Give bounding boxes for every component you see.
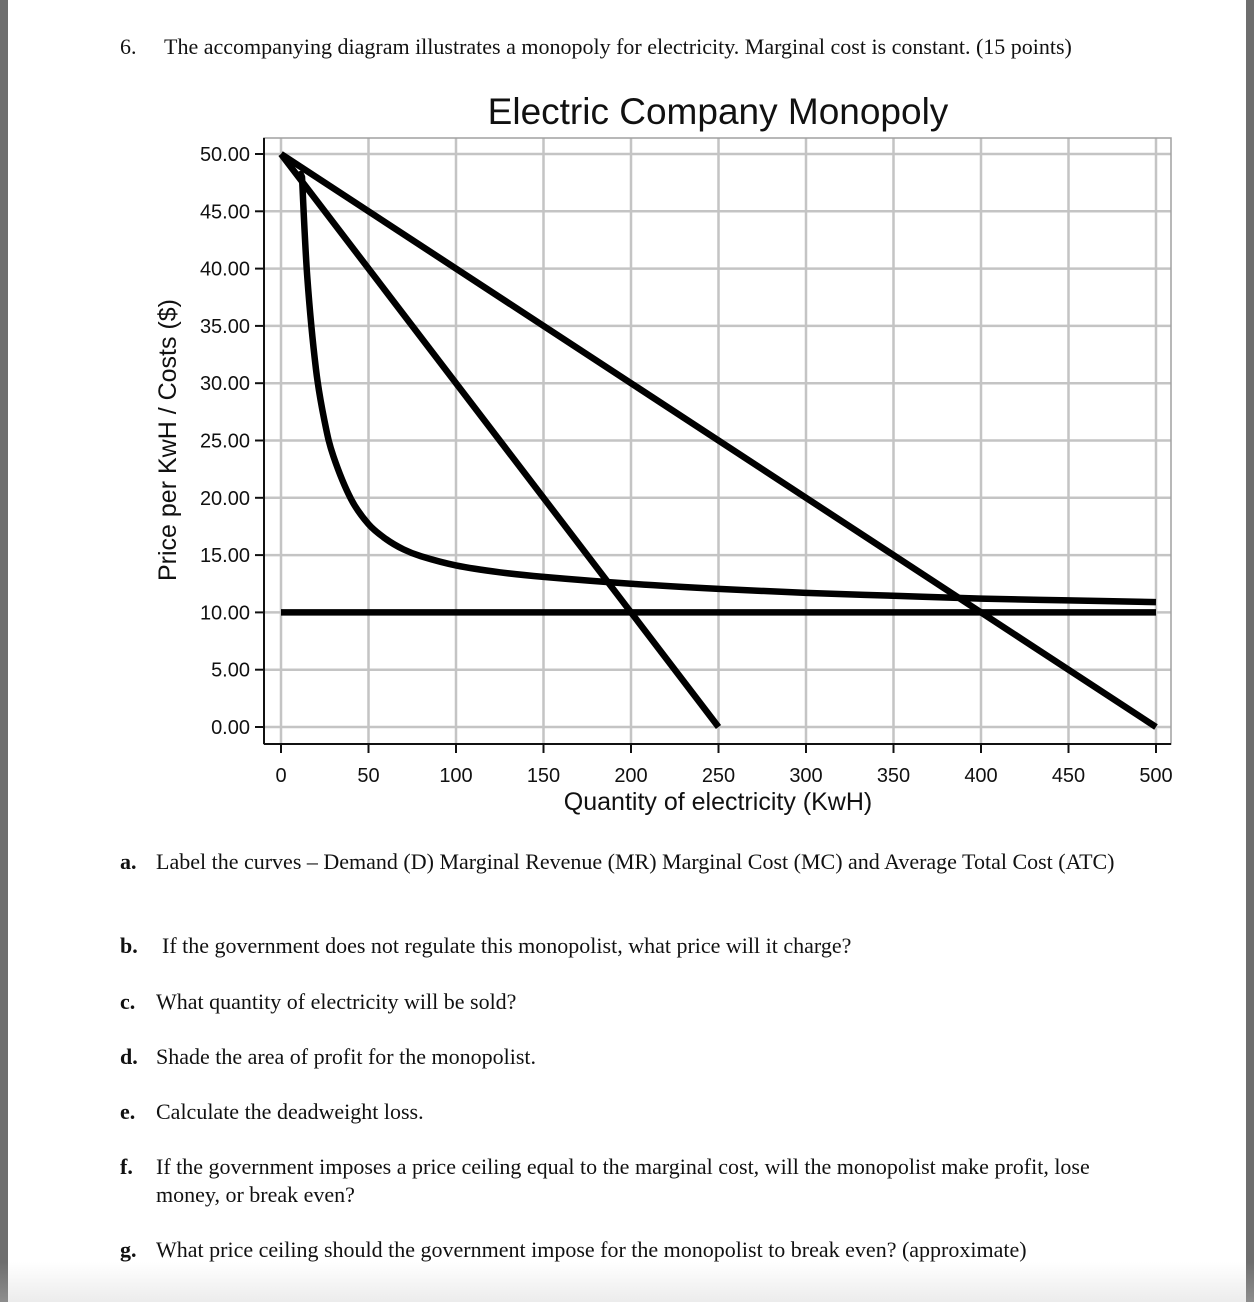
part-text: Calculate the deadweight loss.	[156, 1099, 424, 1124]
part-b	[120, 932, 1150, 960]
part-g	[120, 1236, 1150, 1264]
part-text: Shade the area of profit for the monopolist.	[156, 1044, 537, 1069]
document-page	[8, 0, 1246, 1302]
y-tick-label: 10.00	[199, 602, 250, 625]
x-tick-label: 500	[1139, 765, 1173, 787]
x-tick-label: 350	[876, 765, 911, 787]
y-tick-label: 40.00	[199, 258, 250, 281]
y-tick-label: 25.00	[199, 430, 250, 453]
x-tick-label: 450	[1051, 765, 1086, 787]
y-tick-label: 0.00	[211, 717, 250, 739]
y-tick-label: 15.00	[199, 545, 250, 568]
part-text: What quantity of electricity will be sold?	[156, 989, 517, 1014]
y-axis-label: Price per KwH / Costs ($)	[154, 298, 182, 582]
part-d	[120, 1043, 1150, 1071]
x-tick-label: 150	[526, 765, 561, 787]
y-tick-label: 5.00	[211, 659, 250, 682]
part-letter: b.	[120, 933, 138, 958]
y-tick-label: 45.00	[199, 201, 250, 224]
part-text: What price ceiling should the government impose for the monopolist to break even? (approximate)	[156, 1237, 1027, 1262]
part-a	[120, 848, 1150, 876]
question-number: 6.	[120, 34, 137, 59]
x-tick-label: 250	[701, 765, 736, 787]
y-tick-label: 30.00	[199, 373, 250, 396]
x-tick-label: 0	[275, 765, 287, 787]
monopoly-chart	[8, 80, 1246, 820]
y-tick-label: 50.00	[199, 144, 250, 166]
part-letter: e.	[120, 1099, 136, 1124]
average-total-cost-curve	[299, 171, 1156, 602]
x-tick-label: 50	[357, 765, 380, 787]
part-letter: f.	[120, 1154, 133, 1179]
x-axis-label: Quantity of electricity (KwH)	[563, 788, 873, 816]
part-f	[120, 1153, 1150, 1209]
part-letter: d.	[120, 1044, 138, 1069]
part-letter: g.	[120, 1237, 137, 1262]
y-axis-ticks	[200, 144, 264, 739]
part-e	[120, 1098, 1150, 1126]
x-tick-label: 200	[614, 765, 648, 787]
y-tick-label: 35.00	[199, 315, 250, 338]
part-letter: c.	[120, 989, 136, 1014]
question-6	[120, 34, 1072, 60]
x-tick-label: 300	[789, 765, 823, 787]
x-tick-label: 100	[439, 765, 473, 787]
y-tick-label: 20.00	[199, 487, 250, 510]
part-text: If the government does not regulate this monopolist, what price will it charge?	[162, 933, 852, 958]
part-text: Label the curves – Demand (D) Marginal Revenue (MR) Marginal Cost (MC) and Average Total Cost (ATC)	[156, 849, 1115, 874]
part-text: If the government imposes a price ceiling equal to the marginal cost, will the monopolist make profit, lose money, or break even?	[156, 1154, 1090, 1207]
x-axis-ticks	[275, 744, 1172, 787]
chart-title: Electric Company Monopoly	[487, 91, 949, 132]
part-c	[120, 988, 1150, 1016]
x-tick-label: 400	[964, 765, 998, 787]
part-letter: a.	[120, 849, 137, 874]
question-text: The accompanying diagram illustrates a monopoly for electricity. Marginal cost is constant. (15 points)	[164, 34, 1072, 59]
